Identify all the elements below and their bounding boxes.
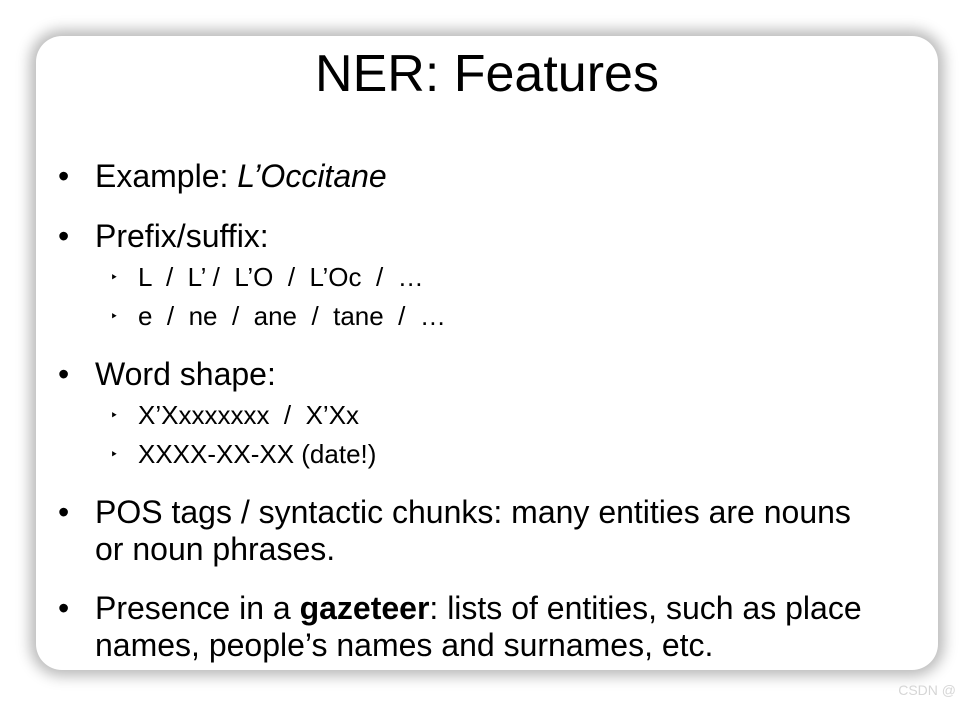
- sub-bullet-arrow: ‣: [110, 308, 119, 324]
- bullet-text: Prefix/suffix:: [95, 218, 269, 254]
- bullet-dot: •: [58, 356, 70, 392]
- watermark: CSDN @: [898, 682, 956, 698]
- example-word: L’Occitane: [237, 158, 387, 194]
- sub-item-text: L / L’ / L’O / L’Oc / …: [138, 262, 424, 292]
- bullet-text: [95, 158, 925, 195]
- bullet-dot: •: [58, 158, 70, 194]
- bullet-line-2: or noun phrases.: [95, 531, 336, 567]
- sub-bullet-arrow: ‣: [110, 269, 119, 285]
- gazetteer-lead: Presence in a: [95, 590, 300, 626]
- bullet-line-1: [95, 590, 925, 627]
- bullet-line-2: names, people’s names and surnames, etc.: [95, 627, 714, 663]
- bullet-line-1: POS tags / syntactic chunks: many entities are nouns: [95, 494, 851, 530]
- slide-card: [36, 36, 938, 670]
- sub-bullet-arrow: ‣: [110, 407, 119, 423]
- bullet-dot: •: [58, 218, 70, 254]
- sub-bullet-arrow: ‣: [110, 446, 119, 462]
- sub-item-text: XXXX-XX-XX (date!): [138, 439, 377, 469]
- bullet-dot: •: [58, 494, 70, 530]
- gazetteer-tail: : lists of entities, such as place: [429, 590, 862, 626]
- bullet-text: [95, 494, 925, 568]
- sub-item-text: e / ne / ane / tane / …: [138, 301, 446, 331]
- sub-item-text: X’Xxxxxxxx / X’Xx: [138, 400, 360, 430]
- bullet-text: [95, 590, 925, 664]
- slide-title: NER: Features: [315, 45, 659, 103]
- bullet-lead: Example:: [95, 158, 238, 194]
- gazetteer-term: gazeteer: [299, 590, 430, 626]
- bullet-dot: •: [58, 590, 70, 626]
- bullet-text: Word shape:: [95, 356, 276, 392]
